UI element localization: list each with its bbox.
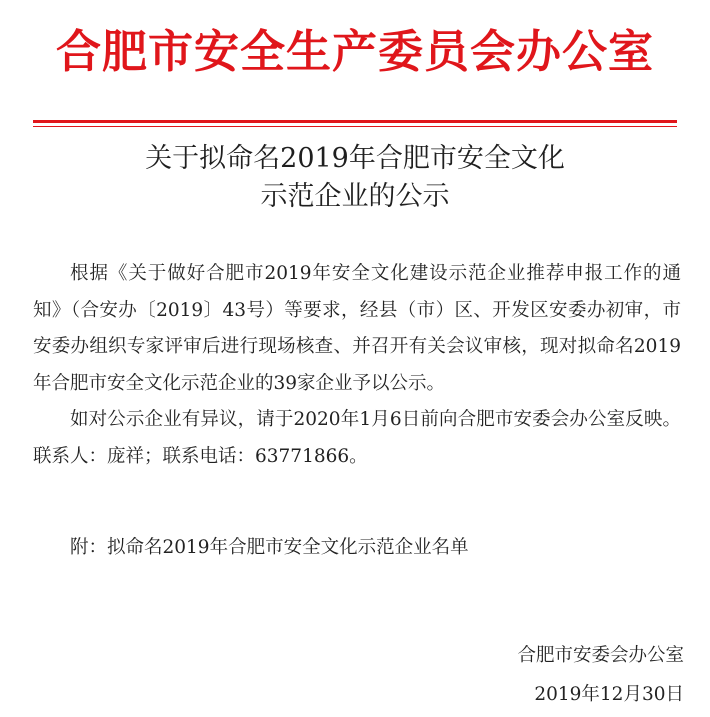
document-title (0, 140, 710, 216)
header-red-rule-thin (33, 126, 677, 127)
header-red-rule-thick (33, 120, 677, 123)
document-title-line-1: 关于拟命名2019年合肥市安全文化 (145, 143, 565, 174)
issuing-office-header: 合肥市安全生产委员会办公室 (55, 25, 654, 78)
signature-block (517, 638, 684, 713)
document-title-line-2: 示范企业的公示 (260, 181, 450, 212)
body-paragraph-1: 根据《关于做好合肥市2019年安全文化建设示范企业推荐申报工作的通知》（合安办〔2019〕43号）等要求，经县（市）区、开发区安委办初审，市安委办组织专家评审后进行现场核查、并召开有关会议审核，现对拟命名2019年合肥市安全文化示范企业的39家企业予以公示。 (33, 263, 681, 394)
signature-organization: 合肥市安委会办公室 (517, 645, 684, 666)
attachment-note: 附：拟命名2019年合肥市安全文化示范企业名单 (70, 537, 469, 558)
signature-date: 2019年12月30日 (534, 684, 684, 705)
body-paragraph-2: 如对公示企业有异议，请于2020年1月6日前向合肥市安委会办公室反映。联系人：庞祥；联系电话：63771866。 (33, 409, 681, 467)
document-body (33, 256, 681, 475)
